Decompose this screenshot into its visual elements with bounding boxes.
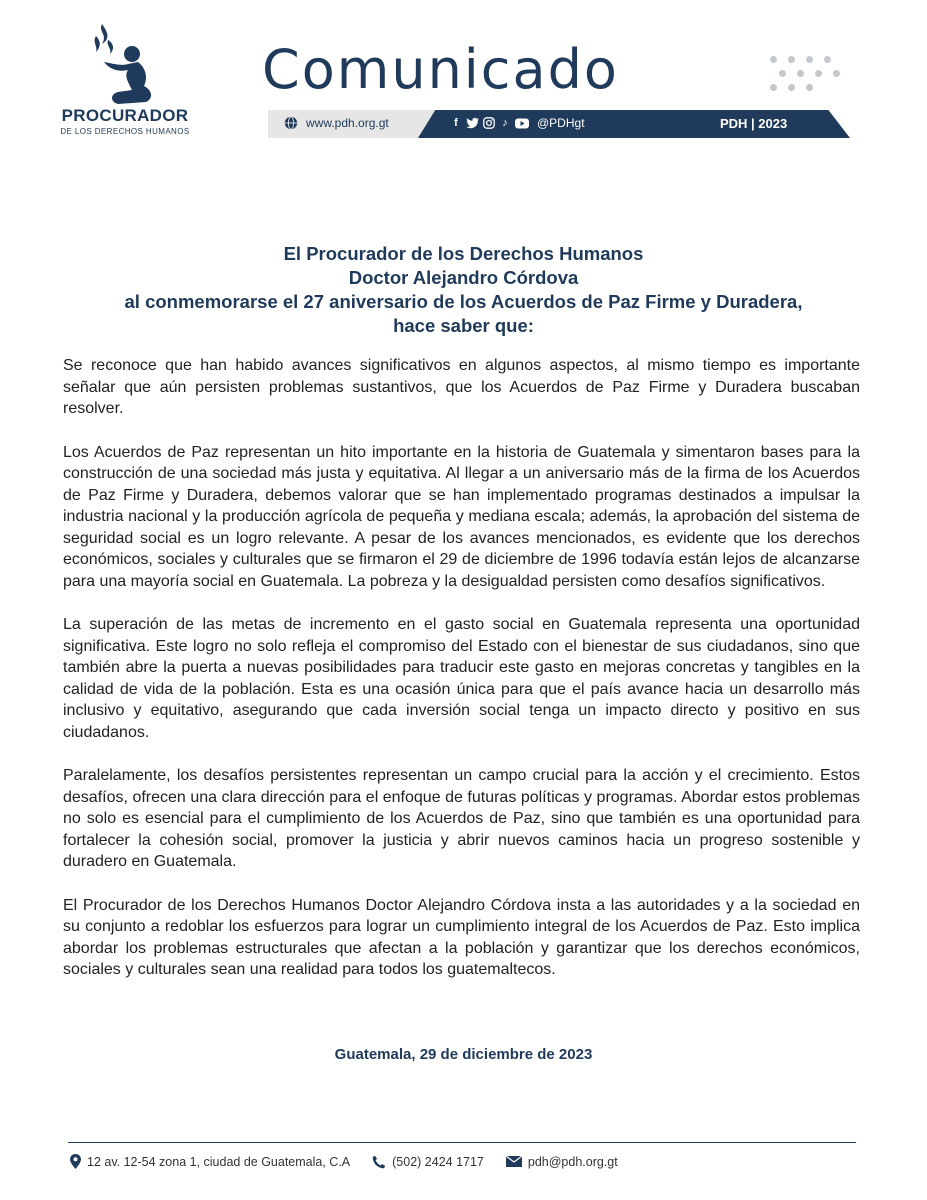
website-text: www.pdh.org.gt [306,116,389,130]
headline-line-4: hace saber que: [393,315,534,336]
facebook-icon[interactable]: f [454,117,458,129]
footer-address [70,1154,350,1169]
email-text: pdh@pdh.org.gt [527,1154,618,1169]
decorative-dots [766,54,846,104]
social-links [450,116,585,130]
footer-phone[interactable] [372,1155,484,1169]
address-text: 12 av. 12-54 zona 1, ciudad de Guatemala, C.A [87,1154,351,1169]
pdh-emblem-icon [88,22,168,108]
social-handle[interactable]: @PDHgt [537,116,585,130]
paragraph: Se reconoce que han habido avances significativos en algunos aspectos, al mismo tiempo es importante señalar que aún persisten problemas sustantivos, que los Acuerdos de Paz Firme y Duradera buscaban resolver. [63,357,860,417]
instagram-icon[interactable] [483,117,495,129]
logo-name: PROCURADOR [61,106,189,125]
paragraph: Los Acuerdos de Paz representan un hito importante en la historia de Guatemala y simentaron bases para la construcción de una sociedad más justa y equitativa. Al llegar a un aniversario más de la firma de los Acuerdos de Paz Firme y Duradera, debemos valorar que se han implementado programas destinados a impulsar la industria nacional y la producción agrícola de pequeña y mediana escala; además, la aprobación del sistema de seguridad social es un logro relevante. A pesar de los avances mencionados, es evidente que los derechos económicos, sociales y culturales que se firmaron el 29 de diciembre de 1996 todavía están lejos de alcanzarse para una mayoría social en Guatemala. La pobreza y la desigualdad persisten como desafíos significativos. [63,443,860,590]
paragraph: El Procurador de los Derechos Humanos Doctor Alejandro Córdova insta a las autoridades y a la sociedad en su conjunto a redoblar los esfuerzos para lograr un cumplimiento integral de los Acuerdos de Paz. Esto implica abordar los problemas estructurales que afectan a la población y garantizar que los derechos económicos, sociales y culturales sean una realidad para todos los guatemaltecos. [63,896,860,978]
footer-email[interactable] [506,1155,618,1169]
location-pin-icon [70,1154,81,1169]
paragraph: La superación de las metas de incremento en el gasto social en Guatemala representa una oportunidad significativa. Este logro no solo refleja el compromiso del Estado con el bienestar de sus ciudadanos, sino que también abre la puerta a nuevas posibilidades para traducir este gasto en mejoras concretas y tangibles en la calidad de vida de la población. Esta es una ocasión única para que el país avance hacia un desarrollo más inclusivo y equitativo, asegurando que cada inversión social tenga un impacto directo y positivo en sus ciudadanos. [63,616,860,741]
header-bar [268,110,850,138]
headline [40,242,887,338]
twitter-icon[interactable] [466,117,479,129]
logo-subtitle: DE LOS DERECHOS HUMANOS [60,127,190,136]
pdh-logo [60,22,195,142]
headline-line-1: El Procurador de los Derechos Humanos [283,243,644,264]
body-text [63,355,860,1003]
footer-divider [68,1142,856,1143]
footer [70,1154,640,1169]
mail-icon [506,1156,522,1167]
paragraph: Paralelamente, los desafíos persistentes representan un campo crucial para la acción y el crecimiento. Estos desafíos, ofrecen una clara dirección para el enfoque de futuras políticas y programas. Abordar estos problemas no solo es esencial para el cumplimiento de los Acuerdos de Paz, sino que también es una oportunidad para fortalecer la cohesión social, promover la justicia y abrir nuevos caminos hacia un progreso sostenible y duradero en Guatemala. [63,767,860,870]
phone-icon [372,1155,386,1169]
headline-line-3: al conmemorarse el 27 aniversario de los Acuerdos de Paz Firme y Duradera, [124,291,803,312]
website-link[interactable] [284,116,389,130]
youtube-icon[interactable] [515,118,529,129]
globe-icon [284,116,298,130]
phone-text: (502) 2424 1717 [392,1154,484,1169]
dateline: Guatemala, 29 de diciembre de 2023 [334,1046,593,1063]
headline-line-2: Doctor Alejandro Córdova [348,267,579,288]
year-badge: PDH | 2023 [720,116,788,131]
page-title: Comunicado [262,38,619,101]
tiktok-icon[interactable]: ♪ [502,117,508,129]
